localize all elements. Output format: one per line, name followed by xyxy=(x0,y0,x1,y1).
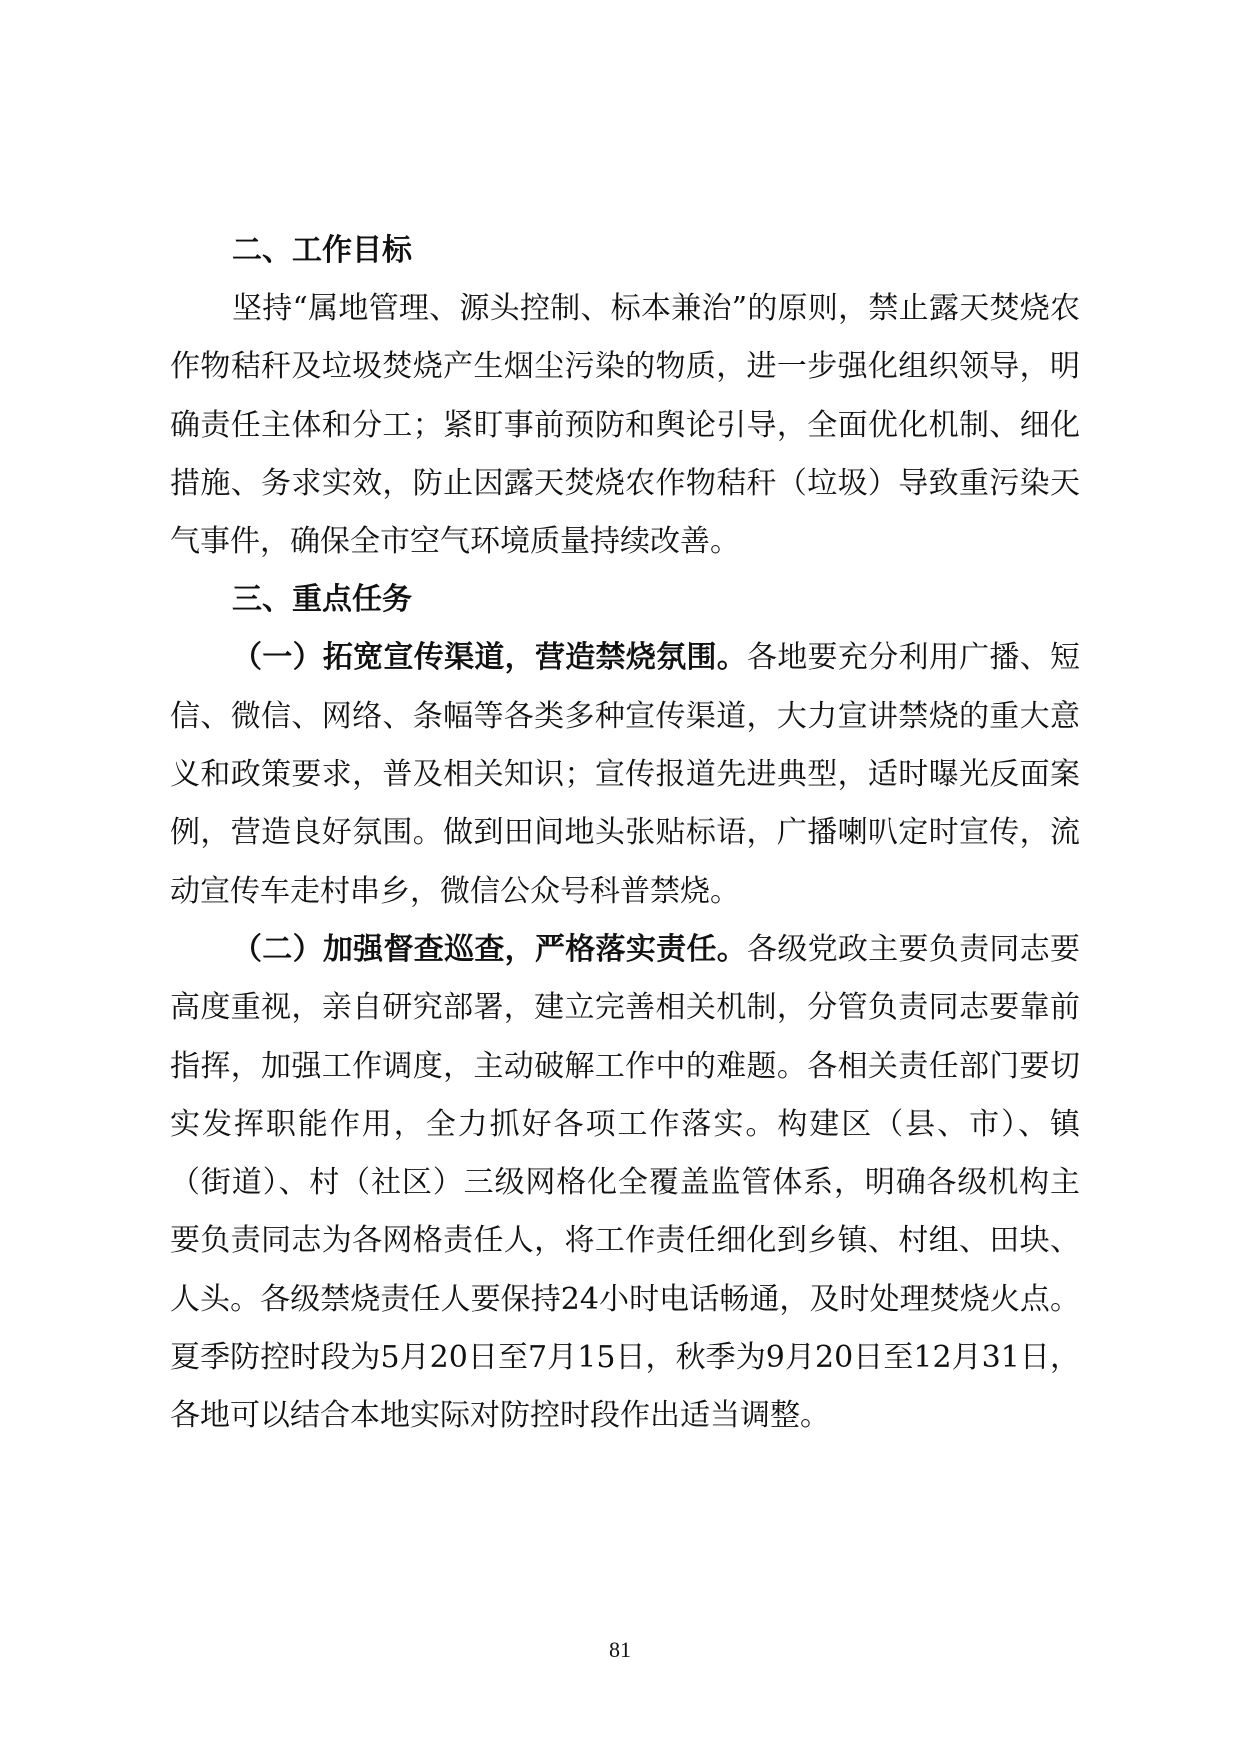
task-item-supervision-body: 各级党政主要负责同志要高度重视，亲自研究部署，建立完善相关机制，分管负责同志要靠前指挥，加强工作调度，主动破解工作中的难题。各相关责任部门要切实发挥职能作用，全力抓好各项工作落实。构建区（县、市）、镇（街道）、村（社区）三级网格化全覆盖监管体系，明确各级机构主要负责同志为各网格责任人，将工作责任细化到乡镇、村组、田块、人头。各级禁烧责任人要保持24小时电话畅通，及时处理焚烧火点。夏季防控时段为5月20日至7月15日，秋季为9月20日至12月31日，各地可以结合本地实际对防控时段作出适当调整。 xyxy=(170,931,1081,1434)
section-heading-key-tasks: 三、重点任务 xyxy=(232,582,412,618)
document-body xyxy=(170,222,1080,1446)
task-item-publicity-body: 各地要充分利用广播、短信、微信、网络、条幅等各类多种宣传渠道，大力宣讲禁烧的重大意义和政策要求，普及相关知识；宣传报道先进典型，适时曝光反面案例，营造良好氛围。做到田间地头张贴标语，广播喇叭定时宣传，流动宣传车走村串乡，微信公众号科普禁烧。 xyxy=(170,640,1081,909)
task-item-supervision xyxy=(170,921,1080,1446)
goals-paragraph: 坚持“属地管理、源头控制、标本兼治”的原则，禁止露天焚烧农作物秸秆及垃圾焚烧产生烟尘污染的物质，进一步强化组织领导，明确责任主体和分工；紧盯事前预防和舆论引导，全面优化机制、细化措施、务求实效，防止因露天焚烧农作物秸秆（垃圾）导致重污染天气事件，确保全市空气环境质量持续改善。 xyxy=(170,291,1080,560)
page-number: 81 xyxy=(609,1637,631,1662)
task-item-publicity xyxy=(170,629,1080,920)
task-item-publicity-lead: （一）拓宽宣传渠道，营造禁烧氛围。 xyxy=(232,640,748,676)
task-item-supervision-lead: （二）加强督查巡查，严格落实责任。 xyxy=(232,931,748,967)
section-heading-goals: 二、工作目标 xyxy=(232,233,412,268)
